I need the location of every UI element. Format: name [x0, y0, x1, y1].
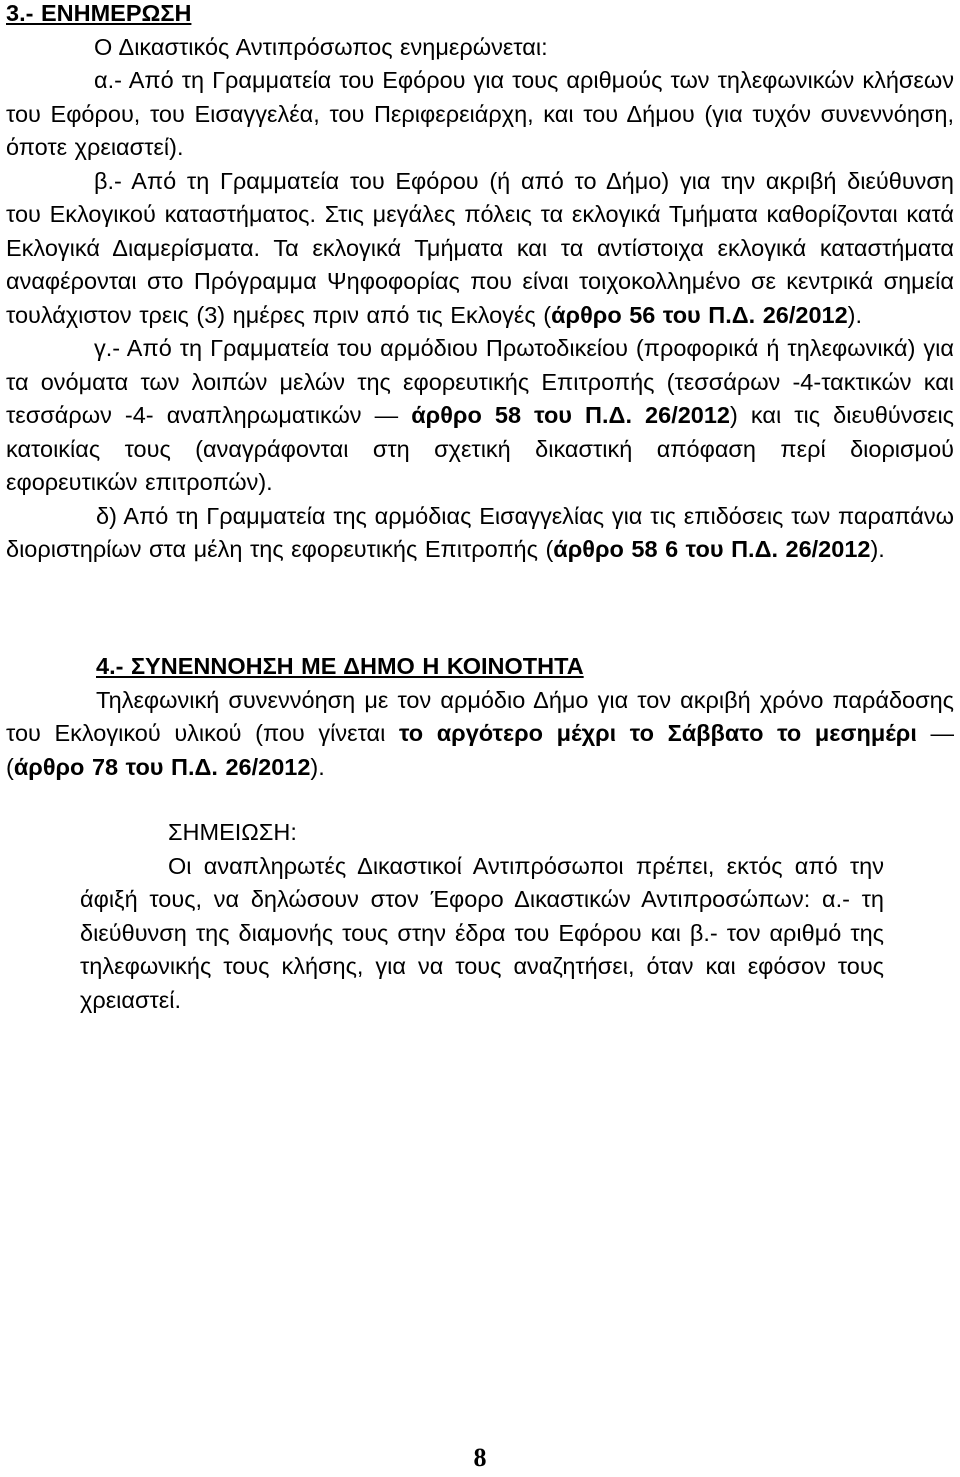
page-number: 8	[473, 1443, 487, 1472]
item-b-reference: άρθρο 56 του Π.Δ. 26/2012	[551, 301, 848, 328]
item-d-text: δ) Από τη Γραμματεία της αρμόδιας Εισαγγελίας για τις επιδόσεις των παραπάνω διοριστηρίων στα μέλη της εφορευτικής Επιτροπής (	[6, 502, 954, 562]
section-3-item-a: α.- Από τη Γραμματεία του Εφόρου για τους αριθμούς των τηλεφωνικών κλήσεων του Εφόρου, του Εισαγγελέα, του Περιφερειάρχη, και του Δήμου (για τυχόν συνεννόηση, όποτε χρειαστεί).	[6, 67, 954, 160]
note-block	[80, 816, 884, 1017]
note-text: Οι αναπληρωτές Δικαστικοί Αντιπρόσωποι πρέπει, εκτός από την άφιξή τους, να δηλώσουν στον Έφορο Δικαστικών Αντιπροσώπων: α.- τη διεύθυνση της διαμονής τους στην έδρα του Εφόρου και β.- τον αριθμό της τηλεφωνικής τους κλήσης, για να τους αναζητήσει, όταν και εφόσον τους χρειαστεί.	[80, 852, 884, 1013]
note-label: ΣΗΜΕΙΩΣΗ:	[168, 819, 297, 845]
section-4-text	[6, 684, 954, 785]
section-4-text-2: — (	[6, 720, 954, 780]
item-d-reference: άρθρο 58 6 του Π.Δ. 26/2012	[553, 536, 871, 562]
section-3-intro: Ο Δικαστικός Αντιπρόσωπος ενημερώνεται:	[94, 33, 548, 60]
section-4-text-1: Τηλεφωνική συνεννόηση με τον αρμόδιο Δήμο για τον ακριβή χρόνο παράδοσης του Εκλογικού υλικού (που γίνεται	[6, 686, 954, 746]
section-3	[6, 0, 954, 567]
section-3-heading: 3.- ΕΝΗΜΕΡΩΣΗ	[6, 0, 192, 26]
item-d-end: ).	[870, 536, 885, 562]
section-4-reference: άρθρο 78 του Π.Δ. 26/2012	[13, 753, 311, 780]
section-4-deadline: το αργότερο μέχρι το Σάββατο το μεσημέρι	[398, 720, 917, 746]
section-3-item-d	[6, 500, 954, 567]
item-b-end: ).	[847, 301, 863, 328]
section-4-end: ).	[310, 753, 325, 780]
section-4	[6, 650, 954, 784]
item-c-text: γ.- Από τη Γραμματεία του αρμόδιου Πρωτοδικείου (προφορικά ή τηλεφωνικά) για τα ονόματα των λοιπών μελών της εφορευτικής Επιτροπής (τεσσάρων -4-τακτικών και τεσσάρων -4- αναπληρωματικών —	[6, 335, 954, 428]
item-c-reference: άρθρο 58 του Π.Δ. 26/2012	[411, 402, 731, 428]
section-3-item-b	[6, 165, 954, 333]
item-c-text-2: ) και τις διευθύνσεις κατοικίας τους (αναγράφονται στη σχετική δικαστική απόφαση περί διορισμού εφορευτικών επιτροπών).	[6, 402, 955, 495]
section-4-heading: 4.- ΣΥΝΕΝΝΟΗΣΗ ΜΕ ΔΗΜΟ Η ΚΟΙΝΟΤΗΤΑ	[96, 653, 584, 679]
section-3-item-c	[6, 332, 954, 500]
item-b-text: β.- Από τη Γραμματεία του Εφόρου (ή από το Δήμο) για την ακριβή διεύθυνση του Εκλογικού καταστήματος. Στις μεγάλες πόλεις τα εκλογικά Τμήματα καθορίζονται κατά Εκλογικά Διαμερίσματα. Τα εκλογικά Τμήματα και τα αντίστοιχα εκλογικά καταστήματα αναφέρονται στο Πρόγραμμα Ψηφοφορίας που είναι τοιχοκολλημένο σε κεντρικά σημεία τουλάχιστον τρεις (3) ημέρες πριν από τις Εκλογές (	[6, 167, 954, 328]
